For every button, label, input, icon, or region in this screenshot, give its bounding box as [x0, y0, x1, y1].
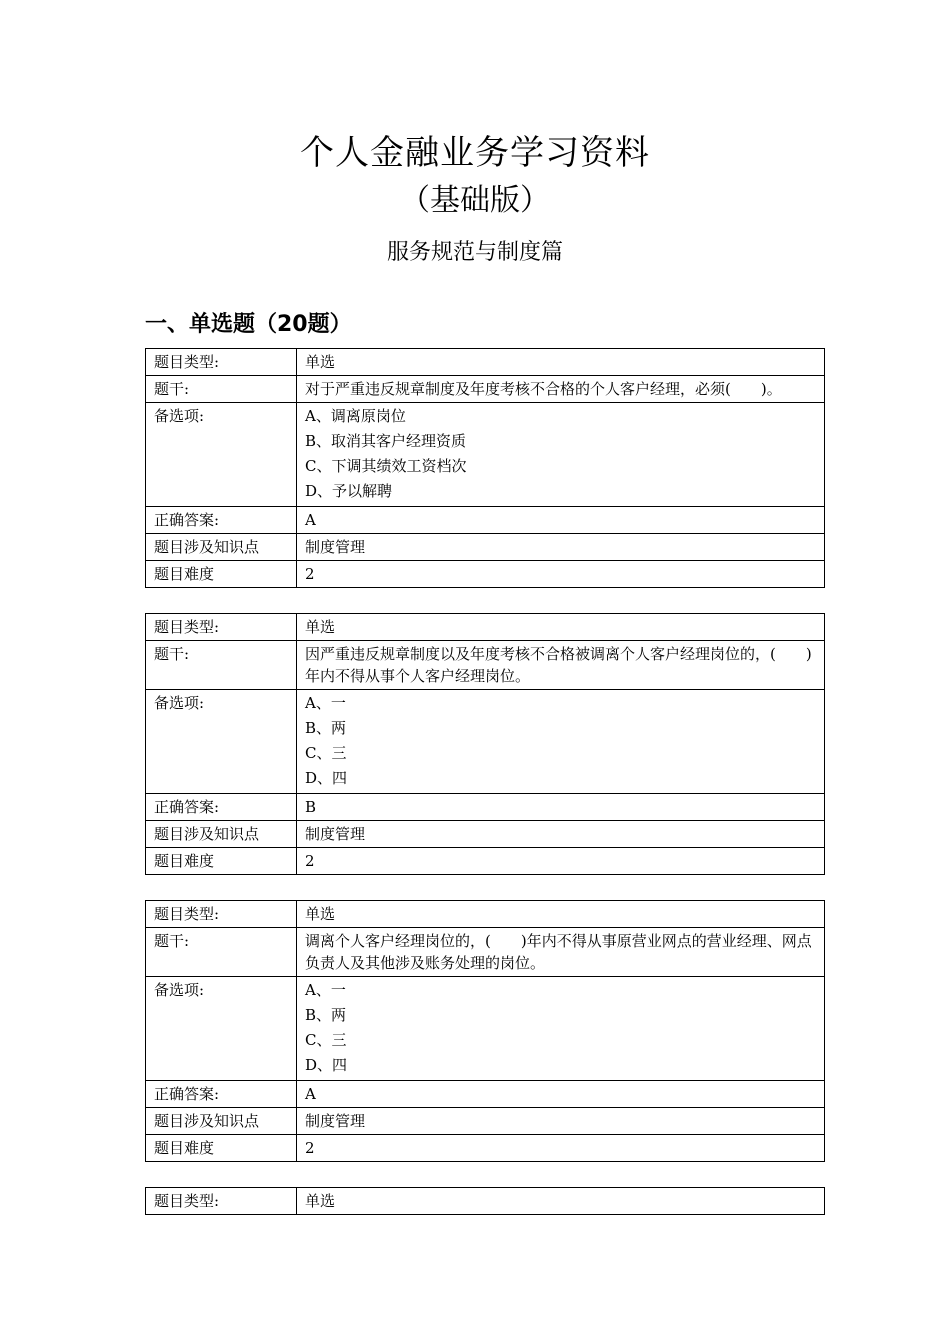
option-a: A、调离原岗位: [305, 407, 406, 425]
value-difficulty: 2: [297, 561, 825, 588]
option-b: B、两: [305, 719, 347, 737]
option-a: A、一: [305, 694, 346, 712]
value-knowledge: 制度管理: [297, 821, 825, 848]
option-c: C、三: [305, 1031, 347, 1049]
label-type: 题目类型:: [146, 1188, 297, 1215]
question-table: [145, 613, 825, 875]
row-type: [146, 901, 825, 928]
row-stem: [146, 641, 825, 690]
value-type: 单选: [297, 901, 825, 928]
row-options: [146, 977, 825, 1081]
row-type: [146, 349, 825, 376]
label-options: 备选项:: [146, 977, 297, 1081]
section-heading: 一、单选题（20题）: [145, 312, 352, 337]
row-difficulty: [146, 561, 825, 588]
label-stem: 题干:: [146, 376, 297, 403]
row-stem: [146, 928, 825, 977]
value-knowledge: 制度管理: [297, 1108, 825, 1135]
value-difficulty: 2: [297, 1135, 825, 1162]
option-c: C、下调其绩效工资档次: [305, 457, 467, 475]
label-knowledge: 题目涉及知识点: [146, 821, 297, 848]
value-answer: B: [297, 794, 825, 821]
question-list: [145, 348, 825, 1240]
option-d: D、四: [305, 769, 348, 787]
label-type: 题目类型:: [146, 614, 297, 641]
title-block: [0, 128, 950, 268]
value-type: 单选: [297, 349, 825, 376]
row-answer: [146, 794, 825, 821]
value-options: [297, 403, 825, 507]
label-stem: 题干:: [146, 641, 297, 690]
label-options: 备选项:: [146, 403, 297, 507]
label-type: 题目类型:: [146, 901, 297, 928]
value-stem: 因严重违反规章制度以及年度考核不合格被调离个人客户经理岗位的，( )年内不得从事个人客户经理岗位。: [297, 641, 825, 690]
option-a: A、一: [305, 981, 346, 999]
label-answer: 正确答案:: [146, 507, 297, 534]
label-difficulty: 题目难度: [146, 1135, 297, 1162]
label-type: 题目类型:: [146, 349, 297, 376]
value-knowledge: 制度管理: [297, 534, 825, 561]
label-options: 备选项:: [146, 690, 297, 794]
row-knowledge: [146, 821, 825, 848]
row-knowledge: [146, 534, 825, 561]
value-stem: 调离个人客户经理岗位的，( )年内不得从事原营业网点的营业经理、网点负责人及其他涉及账务处理的岗位。: [297, 928, 825, 977]
value-options: [297, 977, 825, 1081]
label-difficulty: 题目难度: [146, 848, 297, 875]
option-d: D、予以解聘: [305, 482, 393, 500]
row-options: [146, 690, 825, 794]
value-options: [297, 690, 825, 794]
question-table: [145, 900, 825, 1162]
option-d: D、四: [305, 1056, 348, 1074]
value-type: 单选: [297, 1188, 825, 1215]
row-difficulty: [146, 848, 825, 875]
row-options: [146, 403, 825, 507]
option-c: C、三: [305, 744, 347, 762]
value-difficulty: 2: [297, 848, 825, 875]
question-table: [145, 348, 825, 588]
label-answer: 正确答案:: [146, 1081, 297, 1108]
row-knowledge: [146, 1108, 825, 1135]
row-type: [146, 614, 825, 641]
label-difficulty: 题目难度: [146, 561, 297, 588]
document-subtitle: （基础版）: [400, 183, 550, 218]
value-stem: 对于严重违反规章制度及年度考核不合格的个人客户经理，必须( )。: [297, 376, 825, 403]
label-answer: 正确答案:: [146, 794, 297, 821]
value-type: 单选: [297, 614, 825, 641]
label-knowledge: 题目涉及知识点: [146, 534, 297, 561]
row-difficulty: [146, 1135, 825, 1162]
row-answer: [146, 507, 825, 534]
label-stem: 题干:: [146, 928, 297, 977]
question-table: [145, 1187, 825, 1215]
row-stem: [146, 376, 825, 403]
row-answer: [146, 1081, 825, 1108]
option-b: B、两: [305, 1006, 347, 1024]
option-b: B、取消其客户经理资质: [305, 432, 467, 450]
document-section-title: 服务规范与制度篇: [386, 240, 563, 265]
document-title: 个人金融业务学习资料: [300, 133, 650, 173]
row-type: [146, 1188, 825, 1215]
value-answer: A: [297, 1081, 825, 1108]
label-knowledge: 题目涉及知识点: [146, 1108, 297, 1135]
value-answer: A: [297, 507, 825, 534]
